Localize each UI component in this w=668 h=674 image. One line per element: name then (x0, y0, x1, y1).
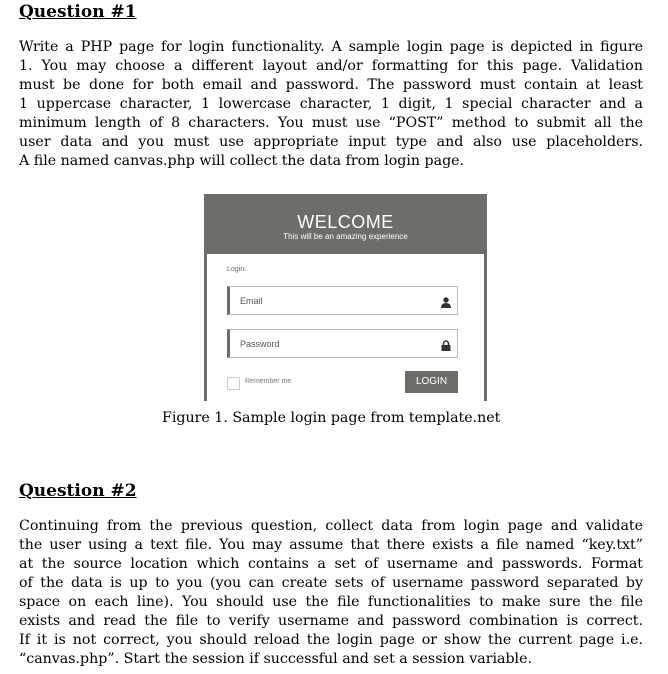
login-figure (204, 194, 487, 401)
text-line: minimum length of 8 characters. You must use “POST” method to submit all the (19, 115, 643, 131)
email-placeholder: Email (240, 296, 263, 306)
lock-icon (441, 338, 451, 349)
welcome-title: WELCOME (297, 212, 394, 232)
figure-header (204, 194, 487, 254)
text-line: user data and you must use appropriate input type and also use placeholders. (19, 134, 643, 150)
remember-label: Remember me (245, 378, 292, 385)
text-line: the user using a text file. You may assume that there exists a file named “key.txt” (19, 537, 643, 553)
user-icon (441, 295, 451, 306)
password-field (227, 329, 458, 358)
question-1-heading: Question #1 (19, 2, 137, 22)
text-line: must be done for both email and password. The password must contain at least (19, 77, 643, 93)
question-2-heading: Question #2 (19, 481, 137, 501)
password-placeholder: Password (240, 339, 280, 349)
text-line: 1. You may choose a different layout and/or formatting for this page. Validation (19, 58, 643, 74)
text-line: Continuing from the previous question, collect data from login page and validate (19, 518, 643, 534)
question-1-text (19, 38, 643, 171)
question-2-text (19, 517, 643, 669)
text-line: “canvas.php”. Start the session if successful and set a session variable. (19, 651, 533, 667)
text-line: space on each line). You should use the file functionalities to make sure the file (19, 594, 643, 610)
text-line: Write a PHP page for login functionality. A sample login page is depicted in figure (19, 39, 643, 55)
remember-checkbox (227, 377, 240, 390)
text-line: 1 uppercase character, 1 lowercase character, 1 digit, 1 special character and a (19, 96, 643, 112)
email-field (227, 286, 458, 315)
text-line: exists and read the file to verify username and password combination is correct. (19, 613, 643, 629)
text-line: If it is not correct, you should reload the login page or show the current page i.e. (19, 632, 643, 648)
text-line: A file named canvas.php will collect the data from login page. (19, 153, 465, 169)
login-button: LOGIN (405, 371, 458, 393)
figure-caption: Figure 1. Sample login page from template.net (162, 410, 501, 426)
login-label: Login: (227, 266, 247, 273)
welcome-subtitle: This will be an amazing experience (283, 232, 408, 241)
text-line: at the source location which contains a set of username and passwords. Format (19, 556, 643, 572)
text-line: of the data is up to you (you can create sets of username password separated by (19, 575, 643, 591)
figure-form (207, 254, 484, 401)
